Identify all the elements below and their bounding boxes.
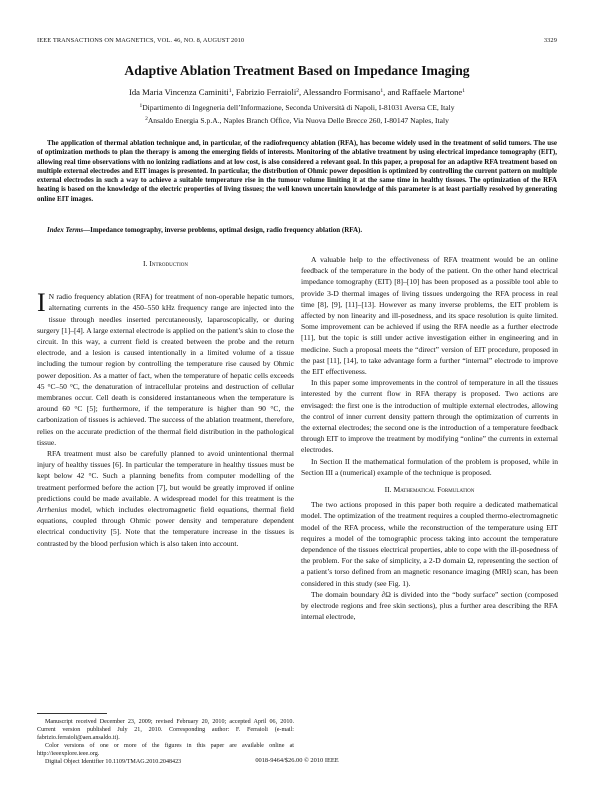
- author-list: [0, 87, 594, 97]
- author-affiliation-mark: 1: [380, 88, 384, 94]
- footnote-text: Manuscript received December 23, 2009; revised February 20, 2010; accepted April 06, 2010. Current version published July 21, 2010. Corresponding author: F. Ferraioli (e-mail: fabrizio.ferraioli@aen.ansaldo.it).: [37, 719, 294, 741]
- paragraph: The domain boundary ∂Ω is divided into the “body surface” section (composed by electrode regions and free skin sections), plus a further area describing the RFA internal electrode,: [301, 589, 558, 622]
- page-number: 3329: [543, 37, 557, 44]
- paragraph-text: RFA treatment must also be carefully planned to avoid unintentional thermal injury of healthy tissues [6]. In particular the temperature in healthy tissues must be kept below 42 °C. Such a planning benefits from computer modelling of the treatment performed before the action [7], but would be greatly improved if online predictions could be made available. A widespread model for this treatment is the: [37, 449, 294, 503]
- paragraph: [37, 288, 294, 448]
- author-affiliation-mark: 2: [296, 88, 299, 94]
- journal-name: IEEE TRANSACTIONS ON MAGNETICS, VOL. 46, NO. 8, AUGUST 2010: [37, 37, 245, 44]
- author-affiliation-mark: 1: [462, 88, 465, 94]
- index-terms-label: Index Terms: [47, 226, 84, 234]
- section-number: I.: [143, 259, 150, 268]
- paragraph: The two actions proposed in this paper both require a dedicated mathematical model. The optimization of the treatment requires a coupled thermo-electromagnetic model of the RFA process, while the reconstruction of the temperature using EIT requires a model of the tomographic process taking into account the temperature dependence of the tissues electrical properties, able to cope with the ill-posedness of the problem. For the sake of simplicity, a 2-D domain Ω, representing the section of a patient’s torso defined from an magnetic resonance imaging (MRI) scan, has been considered in this study (see Fig. 1).: [301, 500, 558, 588]
- footnote-text: Color versions of one or more of the figures in this paper are available online at http://ieeexplore.ieee.org.: [37, 743, 294, 757]
- affiliation: [0, 103, 594, 112]
- copyright-line: 0018-9464/$26.00 © 2010 IEEE: [255, 757, 339, 764]
- drop-cap: I: [37, 288, 46, 318]
- abstract: The application of thermal ablation technique and, in particular, of the radiofrequency ablation (RFA), has become widely used in the treatment of solid tumors. The use of optimization methods to plan the therapy is among the emerging fields of interests. Monitoring of the ablative treatment by using electrical impedance tomography (EIT), allowing real time observations with no ionizing radiations and at low cost, is also considered a relevant goal. In this paper, a proposal for an adaptive RFA treatment based on multiple external electrodes and EIT images is presented. In particular, the distribution of Ohmic power deposition is optimized by controlling the current pattern on multiple external electrodes in such a way to achieve a suitable temperature rise in the tumour volume limiting it at the same time in healthy tissues. The optimization of the RFA heating is based on the knowledge of the electric properties of living tissues; the well known uncertain knowledge of this parameter is at least partially resolved by generating online EIT images.: [37, 139, 557, 203]
- author-separator: , and: [383, 87, 403, 97]
- author-separator: ,: [299, 87, 303, 97]
- affiliation-mark: 1: [139, 103, 143, 109]
- paragraph-text: model, which includes electromagnetic field equations, thermal field equations, coupled through Ohmic power density and temperature dependent electrical conductivity [5]. Note that the temperature increase in the tissues is contrasted by the blood perfusion which is also taken into account.: [37, 505, 294, 548]
- affiliation-text: Ansaldo Energia S.p.A., Naples Branch Office, Via Nuova Delle Brecce 260, I-80147 Naples, Italy: [147, 116, 449, 125]
- author-name: Ida Maria Vincenza Caminiti: [129, 87, 229, 97]
- author-separator: ,: [231, 87, 236, 97]
- section-title: Introduction: [149, 259, 188, 268]
- paragraph: A valuable help to the effectiveness of RFA treatment would be an online feedback of the temperature in the body of the patient. On the other hand electrical impedance tomography (EIT) [8]–[10] has been proposed as a possible tool able to provide 3-D thermal images of living tissues undergoing the RFA process in real time [8], [9], [11]–[13]. However as many inverse problems, the EIT problem is affected by non linearity and ill-posedness, and its space resolution is quite limited. Some improvement can be achieved if using the RFA needle as a further electrode [11], but the topic is still under active investigation either in engineering and in medicine. Such a proposal meets the “direct” version of EIT procedure, proposed in the past [11], [14], to take advantage form a further “internal” electrode to improve the EIT effectiveness.: [301, 255, 558, 377]
- index-terms: [37, 226, 557, 235]
- footnote-text: Digital Object Identifier 10.1109/TMAG.2010.2048423: [45, 759, 182, 765]
- affiliation-mark: 2: [145, 116, 148, 122]
- section-heading-introduction: [37, 258, 294, 269]
- paper-title: Adaptive Ablation Treatment Based on Impedance Imaging: [124, 63, 470, 78]
- index-terms-text: —Impedance tomography, inverse problems, optimal design, radio frequency ablation (RFA).: [83, 226, 363, 234]
- section-number: II.: [384, 485, 394, 495]
- running-head: [37, 37, 557, 44]
- author-name: Fabrizio Ferraioli: [235, 87, 297, 97]
- affiliation-text: Dipartimento di Ingegneria dell’Informazione, Seconda Università di Napoli, I-81031 Aversa CE, Italy: [142, 103, 455, 112]
- section-title: Mathematical Formulation: [393, 485, 475, 495]
- paragraph: [37, 448, 294, 549]
- author-name: Alessandro Formisano: [302, 87, 381, 97]
- paragraph: In Section II the mathematical formulation of the problem is proposed, while in Section III a (numerical) example of the technique is proposed.: [301, 456, 558, 477]
- emphasis-text: Arrhenius: [37, 505, 68, 515]
- author-name: Raffaele Martone: [402, 87, 463, 97]
- paragraph-text: N radio frequency ablation (RFA) for treatment of non-operable hepatic tumors, alternating currents in the 450–550 kHz frequency range are injected into the tissue through needles inserted percutaneously, laparoscopically, or during surgery [1]–[4]. A large external electrode is applied on the patient’s skin to close the circuit. In this way, a current field is created between the probe and the return electrode, and a lesion is caused intentionally in a limited volume of a tissue including the tumour region by controlling the temperature rise caused by Ohmic power deposition. As a matter of fact, when the temperature of hepatic cells exceeds 45 °C–50 °C, the denaturation of intracellular proteins and destruction of cellular membranes occur. Cell death is considered instantaneous when the temperature is around 60 °C [5]; furthermore, if the temperature is higher than 90 °C, the carbonization of tissues is achieved. The success of the ablation treatment, therefore, relies on the accurate prediction of the thermal field distribution in the pathological tissue.: [37, 292, 294, 447]
- left-column: [37, 255, 294, 549]
- section-heading-formulation: [301, 484, 558, 495]
- right-column: [301, 254, 558, 623]
- paragraph: In this paper some improvements in the control of temperature in all the tissues interested by the current flow in RFA therapy is proposed. Two actions are envisaged: the first one is the introduction of multiple external electrodes, allowing the control of inner current density pattern through the optimization of currents in the external electrodes; the second one is the introduction of a temperature feedback through EIT to improve the treatment by modifying “online” the currents in external electrodes.: [301, 378, 558, 455]
- footnote-divider: [37, 713, 107, 714]
- affiliation: [0, 116, 594, 125]
- author-affiliation-mark: 1: [228, 88, 232, 94]
